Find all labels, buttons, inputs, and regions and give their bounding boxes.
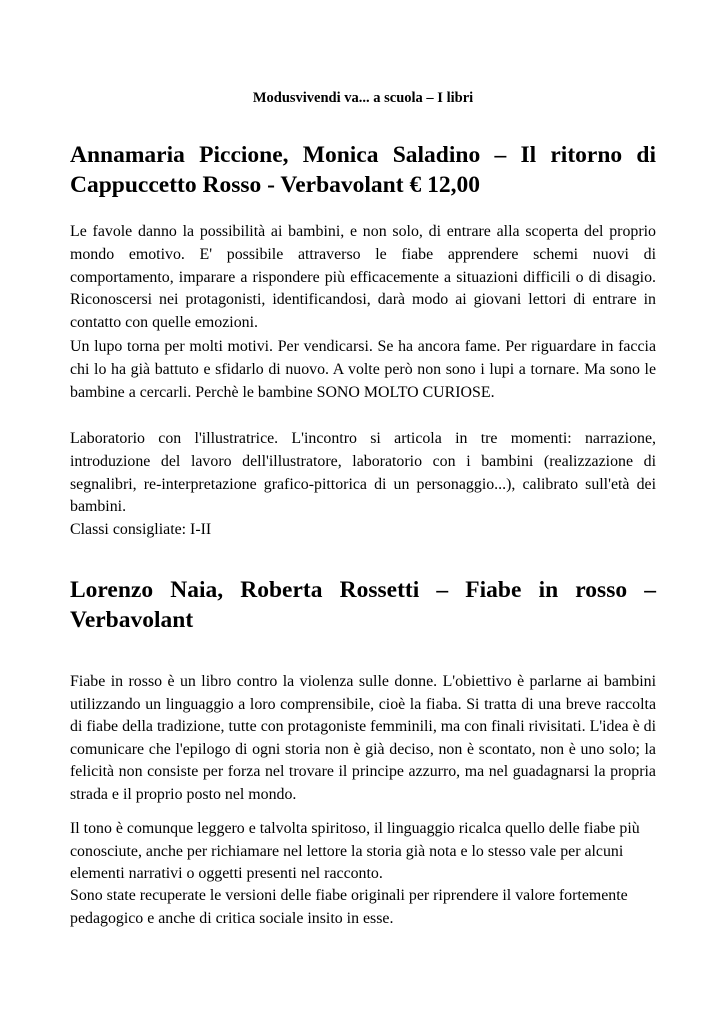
book1-paragraph-2: Un lupo torna per molti motivi. Per vendicarsi. Se ha ancora fame. Per riguardare in faccia chi lo ha già battuto e sfidarlo di nuovo. A volte però non sono i lupi a tornare. Ma sono le bambine a cercarli. Perchè le bambine SONO MOLTO CURIOSE. [70, 338, 656, 401]
book1-paragraph-3: Laboratorio con l'illustratrice. L'incontro si articola in tre momenti: narrazione, introduzione del lavoro dell'illustratore, laboratorio con i bambini (realizzazione di segnalibri, re-interpretazione grafico-pittorica di un personaggio...), calibrato sull'età dei bambini. [70, 430, 656, 516]
book2-paragraph-2: Il tono è comunque leggero e talvolta spiritoso, il linguaggio ricalca quello delle fiabe più conosciute, anche per richiamare nel lettore la storia già nota e lo stesso vale per alcuni elementi narrativi o oggetti presenti nel racconto. [70, 820, 640, 883]
book-title-1: Annamaria Piccione, Monica Saladino – Il ritorno di Cappuccetto Rosso - Verbavolant € 12,00 [70, 142, 656, 198]
book1-recommended-classes: Classi consigliate: I-II [70, 521, 212, 538]
book2-paragraph-1: Fiabe in rosso è un libro contro la violenza sulle donne. L'obiettivo è parlarne ai bambini utilizzando un linguaggio a loro comprensibile, cioè la fiaba. Si tratta di una breve raccolta di fiabe della tradizione, tutte con protagoniste femminili, ma con finali rivisitati. L'idea è di comunicare che l'epilogo di ogni storia non è già deciso, non è scontato, non è uno solo; la felicità non consiste per forza nel trovare il principe azzurro, ma nel guadagnarsi la propria strada e il proprio posto nel mondo. [70, 673, 656, 803]
book-title-2: Lorenzo Naia, Roberta Rossetti – Fiabe in rosso – Verbavolant [70, 577, 656, 633]
book2-paragraph-3: Sono state recuperate le versioni delle fiabe originali per riprendere il valore fortemente pedagogico e anche di critica sociale insito in esse. [70, 887, 628, 927]
page-header: Modusvivendi va... a scuola – I libri [252, 90, 474, 106]
book1-paragraph-1: Le favole danno la possibilità ai bambini, e non solo, di entrare alla scoperta del proprio mondo emotivo. E' possibile attraverso le fiabe apprendere schemi nuovi di comportamento, imparare a rispondere più efficacemente a situazioni difficili o di disagio. Riconoscersi nei protagonisti, identificandosi, darà modo ai giovani lettori di entrare in contatto con quelle emozioni. [70, 223, 656, 332]
